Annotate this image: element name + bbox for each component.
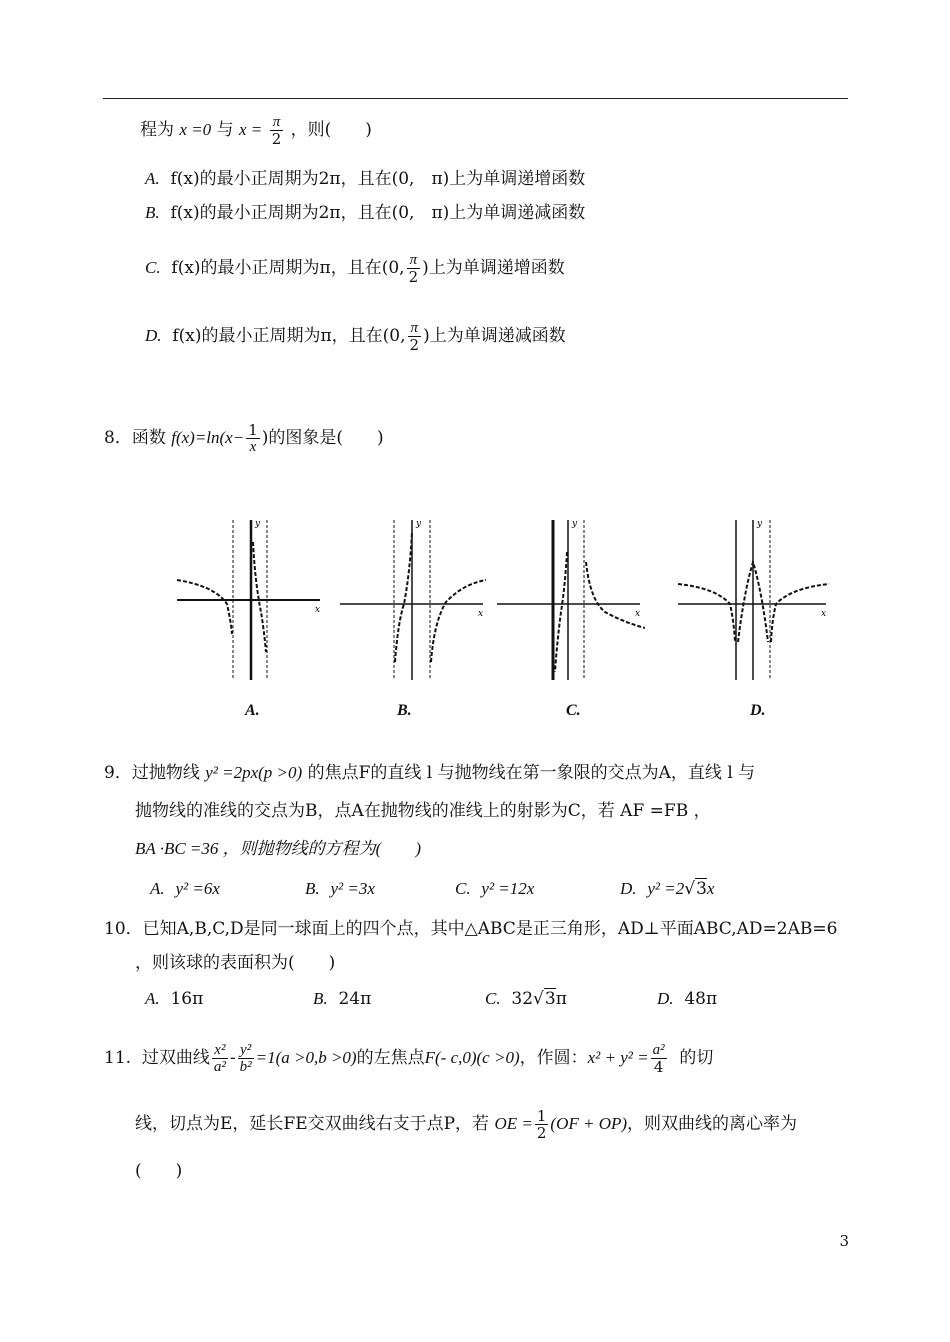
- curve-right: [431, 580, 486, 662]
- q10-option-b: B. 24π: [313, 989, 372, 1009]
- graph-a-caption: A.: [245, 702, 260, 719]
- curve-left: [177, 580, 232, 634]
- svg-text:y: y: [572, 519, 578, 529]
- graph-c: [495, 512, 645, 682]
- q9-option-c: C. y² =12x: [455, 879, 535, 898]
- q10-option-d: D. 48π: [657, 989, 718, 1009]
- q9-line2: 抛物线的准线的交点为B，点A在抛物线的准线上的射影为C，若 AF =FB ，: [135, 801, 711, 821]
- graph-b: [338, 512, 488, 682]
- svg-text:y: y: [255, 519, 261, 529]
- curve-left: [678, 584, 735, 642]
- curve-right: [253, 542, 266, 652]
- q7-option-c: C. f(x)的最小正周期为π，且在(0, $\frac{\pi}{2}$ )上为单调递增函数: [145, 252, 565, 286]
- graph-a: [175, 512, 325, 682]
- q11-line1: 11. 过双曲线 $\frac{\text{x²}}{\text{a²}}$ - $\frac{\text{y²}}{\text{b²}}$ =1(a >0,b >0)的左焦点F(- c,0)(c >0)，作圆：x² + y² = $\frac{\text{a²}}{4}$ 的切: [104, 1042, 714, 1076]
- svg-text:y: y: [757, 519, 763, 529]
- curve-left: [395, 532, 412, 662]
- svg-text:x: x: [315, 605, 321, 615]
- q7-option-d: D. f(x)的最小正周期为π，且在(0, $\frac{\pi}{2}$ )上为单调递减函数: [145, 320, 566, 354]
- graph-d-caption: D.: [750, 702, 766, 719]
- graph-d: [676, 512, 831, 682]
- q8-stem: 8．函数 f(x)=ln(x− $\frac{1}{x}$ )的图象是( ): [104, 421, 384, 455]
- q7-option-b: B. f(x)的最小正周期为2π，且在(0, π)上为单调递减函数: [145, 203, 586, 223]
- q11-line3: ( ): [135, 1161, 183, 1181]
- q10-line2: ，则该球的表面积为( ): [135, 953, 336, 973]
- svg-text:y: y: [416, 519, 422, 529]
- q11-line2: 线，切点为E，延长FE交双曲线右支于点P，若 OE = $\frac{1}{2}$ (OF + OP)，则双曲线的离心率为: [135, 1107, 798, 1142]
- q9-option-a: A. y² =6x: [150, 879, 220, 898]
- svg-text:x: x: [821, 609, 827, 619]
- q9-option-d: D. y² =2√3x: [620, 879, 715, 899]
- graph-b-caption: B.: [397, 702, 412, 719]
- page-number: 3: [839, 1232, 849, 1250]
- q7-option-a: A. f(x)的最小正周期为2π，且在(0, π)上为单调递增函数: [145, 169, 586, 189]
- q10-line1: 10．已知A,B,C,D是同一球面上的四个点，其中△ABC是正三角形，AD⊥平面ABC,AD=2AB=6: [104, 919, 838, 939]
- q9-option-b: B. y² =3x: [305, 879, 375, 898]
- q10-option-c: C. 32√3π: [485, 989, 567, 1009]
- svg-text:x: x: [635, 609, 641, 619]
- q10-option-a: A. 16π: [145, 989, 204, 1009]
- pi-over-2: $\frac{\pi}{2}$: [271, 114, 282, 148]
- q9-line1: 9．过抛物线 y² =2px(p >0) 的焦点F的直线 l 与抛物线在第一象限的交点为A，直线 l 与: [104, 763, 756, 783]
- q7-stem: 程为 x =0 与 x = $\frac{\pi}{2}$ ，则( ): [140, 114, 372, 148]
- header-rule: [103, 98, 848, 99]
- svg-text:x: x: [478, 609, 484, 619]
- curve-left: [555, 552, 567, 672]
- q9-line3: BA ·BC =36 ，则抛物线的方程为( ): [135, 839, 421, 858]
- graph-c-caption: C.: [566, 702, 581, 719]
